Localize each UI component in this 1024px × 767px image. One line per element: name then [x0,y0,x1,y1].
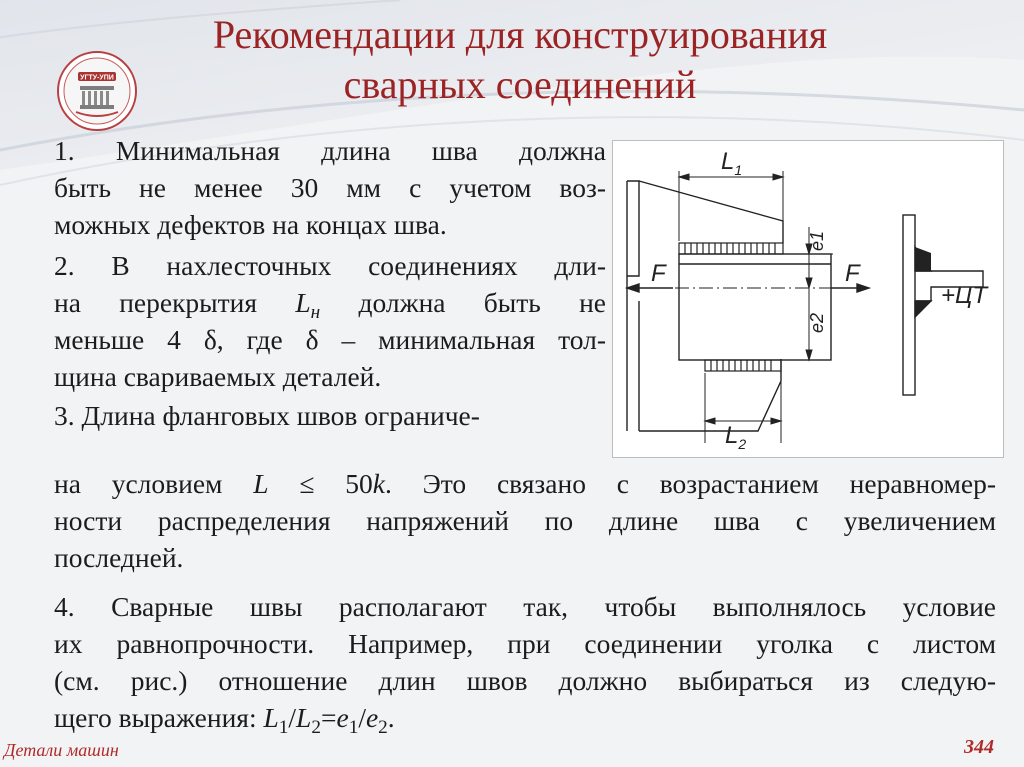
item3-line2 [54,465,996,502]
label-L2: $L_2$ [725,422,747,452]
weld-joint-drawing [613,141,1003,457]
expr-L2: L [296,702,312,733]
item4-line3: (см. рис.) отношение длин швов должно выбираться из следую- [54,665,996,696]
expr-eq: = [320,702,337,733]
expr-slash1: / [288,702,297,733]
item2-L-sub: н [310,301,321,323]
item4-text [54,588,996,736]
dim-L2-line [705,418,781,424]
item2-line2 [54,284,606,321]
item4-line4-pre: щего выражения: [54,702,264,733]
weld-joint-figure [612,140,1004,458]
item2-line2-pre: на перекрытия [54,287,258,318]
item3-line1: 3. Длина фланговых швов ограниче- [54,400,480,431]
angle-section [679,254,831,360]
expr-e2: e [365,702,379,733]
item3-cond-k: k [372,468,385,499]
weld-top [679,243,783,254]
footer-course-name: Детали машин [4,740,119,760]
force-arrow-left [627,284,673,292]
expr-e1-sub: 1 [348,716,359,738]
item1-line1: 1. Минимальная длина шва должна [54,135,606,166]
label-e2: e2 [807,312,827,333]
dim-e2-line [806,254,812,360]
label-F-left: F [651,260,666,287]
item2-line2-post: должна быть не [358,287,606,318]
item3-line2-pre: на условием [54,468,223,499]
sheet-plate-top [627,181,639,276]
logo-text: УГТУ-УПИ [80,74,114,82]
label-L1: $L_1$ [721,148,743,178]
item3-line2-post: . Это связано с возрастанием неравномер- [384,468,997,499]
item3-cond-rest: ≤ 50 [268,468,373,499]
item4-line2: их равнопрочности. Например, при соединении уголка с листом [54,628,996,659]
expr-e2-sub: 2 [378,716,388,738]
item2-line3: меньше 4 δ, где δ – минимальная тол- [54,324,606,355]
item3-continuation [54,465,996,576]
item3-line4: последней. [54,542,184,573]
title-line-1: Рекомендации для конструирования [212,12,828,57]
item1-line3: можных дефектов на концах шва. [54,209,447,240]
item2-L: L [295,287,311,318]
expr-end: . [387,702,395,733]
expr-e1: e [336,702,349,733]
slide-title [120,10,920,110]
label-F-right: F [845,260,860,287]
item2-line1: 2. В нахлесточных соединениях дли- [54,250,606,281]
label-e1: e1 [807,230,827,251]
expr-L1: L [263,702,279,733]
item4-line1: 4. Сварные швы располагают так, чтобы выполнялось условие [54,591,996,622]
page-number: 344 [964,736,994,758]
sheet-plate-taper-top [639,181,783,243]
label-center-of-gravity: +ЦТ [941,282,988,309]
title-line-2: сварных соединений [343,62,697,107]
item2-line4: щина свариваемых деталей. [54,361,382,392]
expr-L2-sub: 2 [311,716,321,738]
item1-line2: быть не менее 30 мм с учетом воз- [54,172,606,203]
weld-bottom [705,360,781,371]
item3-cond-L: L [253,468,269,499]
expr-L1-sub: 1 [278,716,289,738]
item3-line3: ности распределения напряжений по длине шва с увеличением [54,505,996,536]
expr-slash2: / [358,702,366,733]
left-column-text [54,132,606,434]
item4-line4 [54,699,996,736]
